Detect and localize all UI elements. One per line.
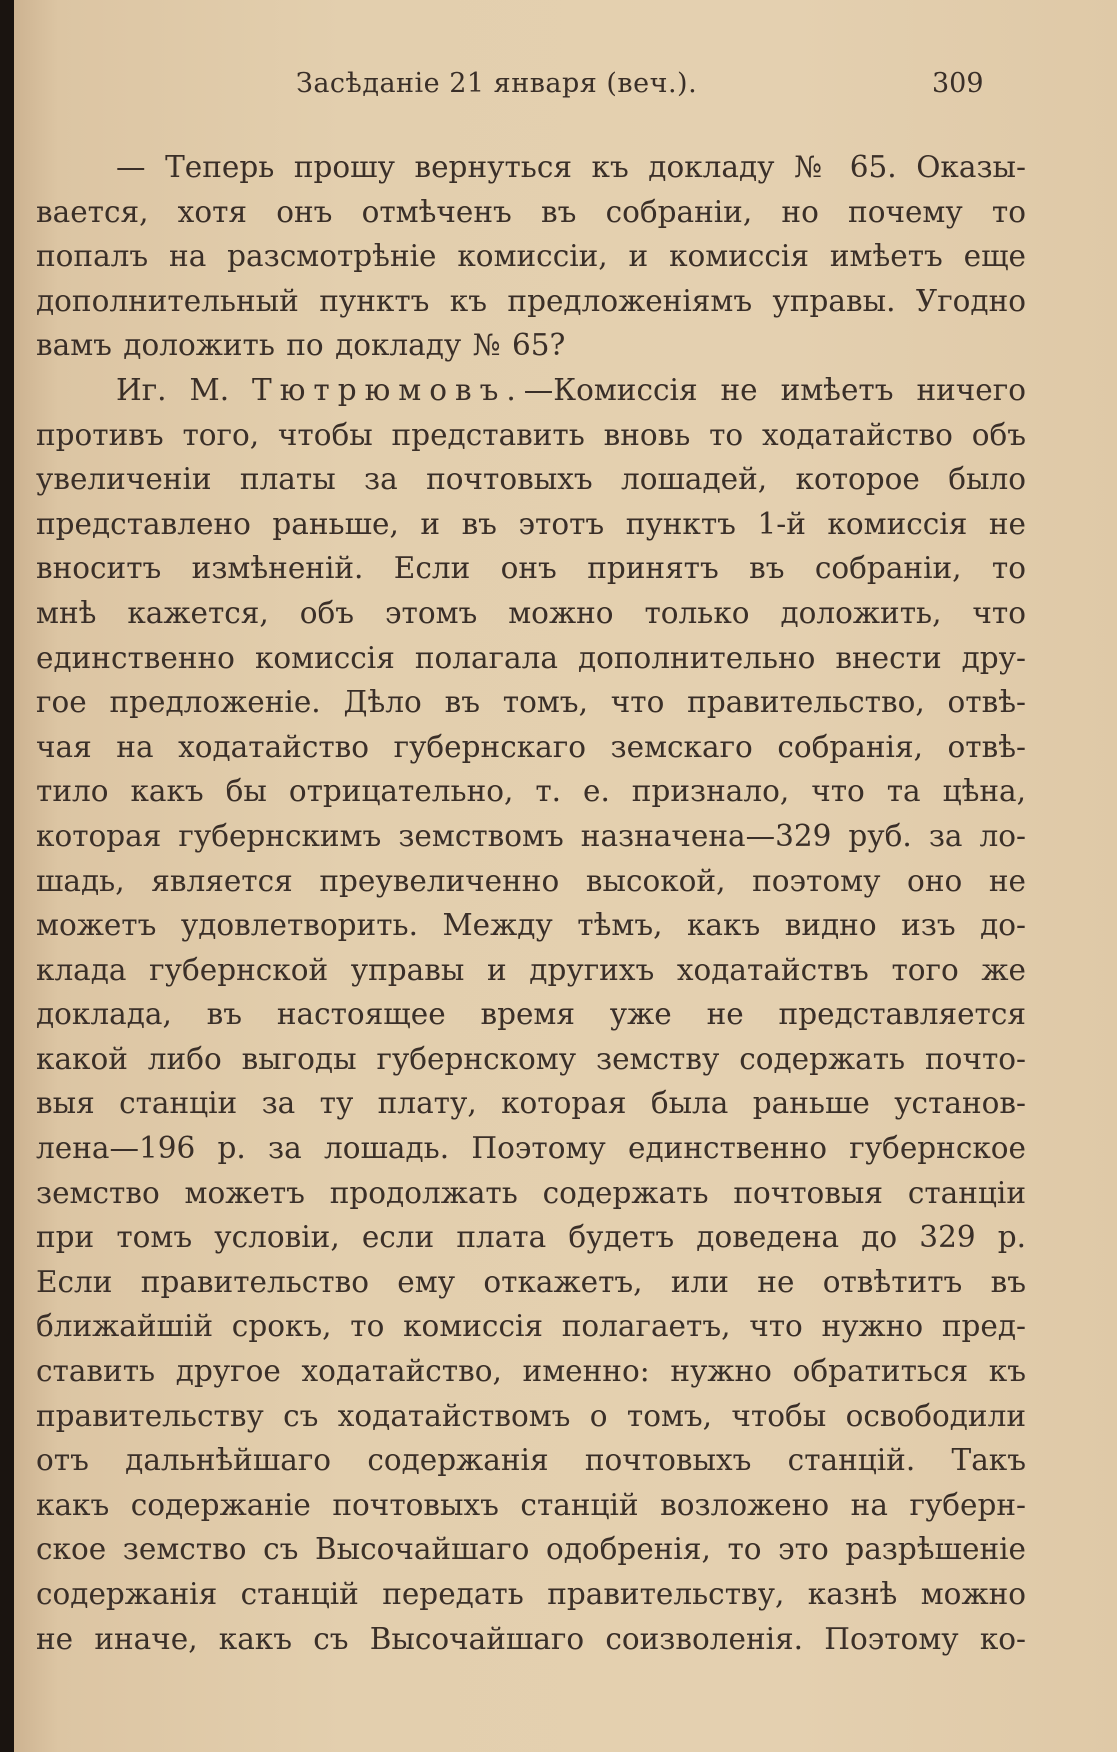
speaker-prefix: Иг. М.: [116, 372, 230, 407]
speaker-line-rest: —Комиссія не имѣетъ ничего: [523, 372, 1026, 407]
text-line: содержанія станцій передать правительству, казнѣ можно: [36, 1577, 1026, 1611]
text-line: не иначе, какъ съ Высочайшаго соизволенія. Поэтому ко-: [36, 1621, 1026, 1656]
text-line: попалъ на разсмотрѣніе комиссіи, и комиссія имѣетъ еще: [36, 239, 1026, 274]
text-line: мнѣ кажется, объ этомъ можно только доложить, что: [36, 595, 1026, 630]
text-line: выя станціи за ту плату, которая была раньше установ-: [36, 1086, 1026, 1121]
text-line: клада губернской управы и другихъ ходатайствъ того же: [36, 952, 1026, 987]
text-line: какъ содержаніе почтовыхъ станцій возложено на губерн-: [36, 1487, 1026, 1522]
text-line: единственно комиссія полагала дополнительно внести дру-: [36, 640, 1026, 675]
text-line: Если правительство ему откажетъ, или не отвѣтитъ въ: [36, 1264, 1026, 1299]
text-line: дополнительный пунктъ къ предложеніямъ управы. Угодно: [36, 283, 1026, 318]
text-line: при томъ условіи, если плата будетъ доведена до 329 р.: [36, 1220, 1026, 1255]
text-line: тило какъ бы отрицательно, т. е. признало, что та цѣна,: [36, 774, 1026, 809]
text-line: противъ того, чтобы представить вновь то ходатайство объ: [36, 417, 1026, 452]
body-text: [36, 145, 1026, 1661]
text-line: представлено раньше, и въ этотъ пунктъ 1-й комиссія не: [36, 506, 1026, 541]
text-line: вноситъ измѣненій. Если онъ принятъ въ собраніи, то: [36, 551, 1026, 586]
text-line: вается, хотя онъ отмѣченъ въ собраніи, но почему то: [36, 194, 1026, 229]
text-line: ближайшій срокъ, то комиссія полагаетъ, что нужно пред-: [36, 1309, 1026, 1344]
text-line: ское земство съ Высочайшаго одобренія, то это разрѣшеніе: [36, 1532, 1026, 1567]
text-line: шадь, является преувеличенно высокой, поэтому оно не: [36, 863, 1026, 898]
speaker-name: Тютрюмовъ.: [252, 372, 524, 407]
text-line: гое предложеніе. Дѣло въ томъ, что правительство, отвѣ-: [36, 685, 1026, 720]
text-line: земство можетъ продолжать содержать почтовыя станціи: [36, 1175, 1026, 1210]
text-line: которая губернскимъ земствомъ назначена—329 руб. за ло-: [36, 818, 1026, 853]
text-line: вамъ доложить по докладу № 65?: [36, 328, 566, 363]
running-header: [14, 66, 1117, 110]
text-line: какой либо выгоды губернскому земству содержать почто-: [36, 1041, 1026, 1076]
page-number: 309: [932, 68, 984, 99]
text-line: ставить другое ходатайство, именно: нужно обратиться къ: [36, 1354, 1026, 1389]
text-line: можетъ удовлетворить. Между тѣмъ, какъ видно изъ до-: [36, 908, 1026, 943]
text-line: лена—196 р. за лошадь. Поэтому единственно губернское: [36, 1131, 1026, 1166]
text-line: доклада, въ настоящее время уже не представляется: [36, 997, 1026, 1032]
header-title: Засѣданіе 21 января (веч.).: [296, 68, 698, 99]
text-line: — Теперь прошу вернуться къ докладу № 65. Оказы-: [116, 150, 1026, 184]
speaker-line: [36, 368, 1026, 413]
text-line: отъ дальнѣйшаго содержанія почтовыхъ станцій. Такъ: [36, 1443, 1026, 1478]
text-line: правительству съ ходатайствомъ о томъ, чтобы освободили: [36, 1398, 1026, 1433]
text-line: увеличеніи платы за почтовыхъ лошадей, которое было: [36, 462, 1026, 497]
document-page: [14, 0, 1117, 1752]
text-line: чая на ходатайство губернскаго земскаго собранія, отвѣ-: [36, 729, 1026, 764]
